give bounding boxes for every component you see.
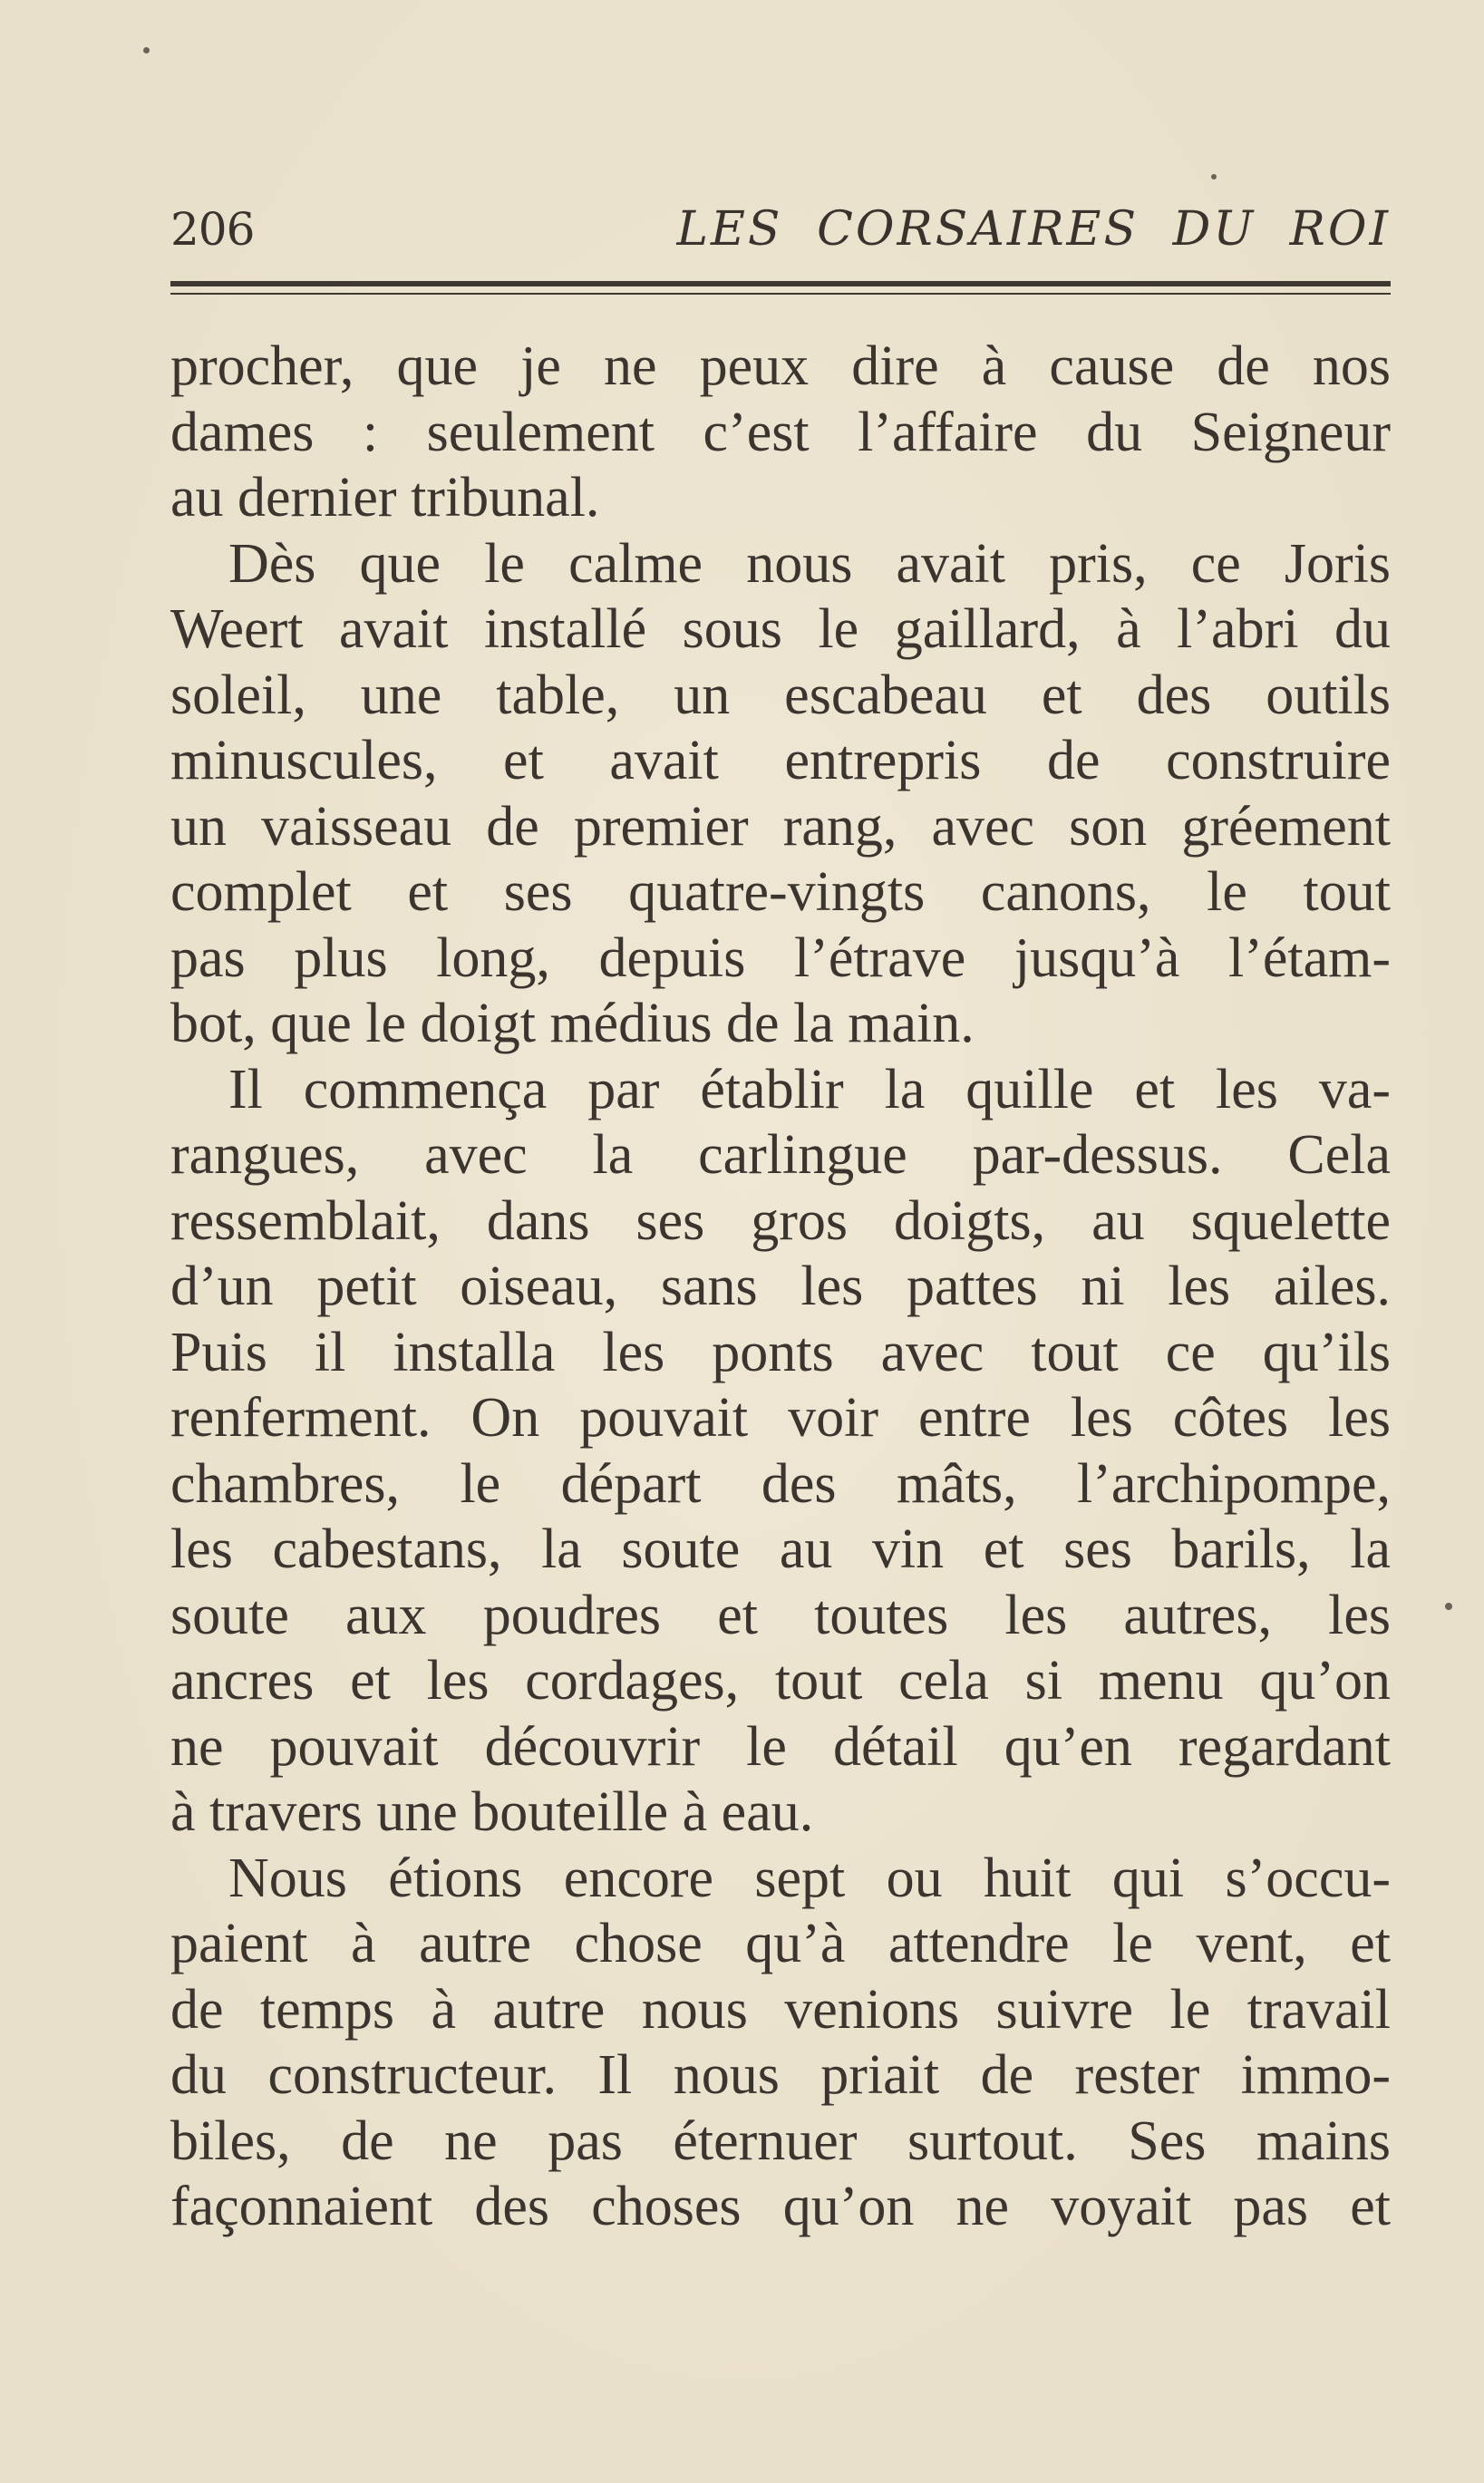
text-line: renferment. On pouvait voir entre les côtes les (170, 1387, 1391, 1449)
text-line: d’un petit oiseau, sans les pattes ni les ailes. (170, 1256, 1391, 1317)
text-line: soleil, une table, un escabeau et des outils (170, 664, 1391, 726)
text-line: ne pouvait découvrir le détail qu’en regardant (170, 1715, 1391, 1778)
running-title: LES CORSAIRES DU ROI (676, 202, 1391, 257)
text-line: Nous étions encore sept ou huit qui s’occu- (228, 1847, 1391, 1909)
text-line: dames : seulement c’est l’affaire du Seigneur (170, 401, 1391, 463)
text-line: pas plus long, depuis l’étrave jusqu’à l’étam- (170, 926, 1391, 989)
paper-speck (1211, 174, 1217, 179)
text-line: Puis il installa les ponts avec tout ce qu’ils (170, 1321, 1391, 1383)
text-line: minuscules, et avait entrepris de construire (170, 730, 1391, 791)
text-line: paient à autre chose qu’à attendre le vent, et (170, 1913, 1391, 1974)
paper-speck (1445, 1603, 1452, 1610)
header-rule-thin (170, 293, 1391, 295)
running-head (170, 201, 1391, 257)
text-line: chambres, le départ des mâts, l’archipompe, (170, 1452, 1391, 1515)
text-line: biles, de ne pas éternuer surtout. Ses mains (170, 2110, 1391, 2172)
header-rule-thick (170, 281, 1391, 286)
text-line: ancres et les cordages, tout cela si menu qu’on (170, 1650, 1391, 1712)
body-text (170, 334, 1391, 2240)
text-line: soute aux poudres et toutes les autres, les (170, 1584, 1391, 1646)
text-line: au dernier tribunal. (170, 467, 600, 529)
text-line: bot, que le doigt médius de la main. (170, 993, 975, 1054)
text-line: de temps à autre nous venions suivre le travail (170, 1978, 1391, 2041)
text-line: Il commença par établir la quille et les va- (228, 1058, 1391, 1120)
text-line: les cabestans, la soute au vin et ses barils, la (170, 1518, 1391, 1580)
text-line: façonnaient des choses qu’on ne voyait pas et (170, 2176, 1391, 2237)
text-line: rangues, avec la carlingue par-dessus. Cela (170, 1124, 1391, 1186)
text-line: Dès que le calme nous avait pris, ce Joris (228, 532, 1391, 595)
text-line: un vaisseau de premier rang, avec son gréement (170, 795, 1391, 858)
text-line: ressemblait, dans ses gros doigts, au squelette (170, 1189, 1391, 1252)
text-line: à travers une bouteille à eau. (170, 1781, 814, 1843)
paper-speck (143, 47, 150, 53)
text-line: complet et ses quatre-vingts canons, le tout (170, 861, 1391, 923)
text-line: Weert avait installé sous le gaillard, à l’abri du (170, 598, 1391, 660)
text-line: procher, que je ne peux dire à cause de nos (170, 335, 1391, 397)
page-number: 206 (170, 203, 255, 256)
text-line: du constructeur. Il nous priait de rester immo- (170, 2044, 1391, 2106)
